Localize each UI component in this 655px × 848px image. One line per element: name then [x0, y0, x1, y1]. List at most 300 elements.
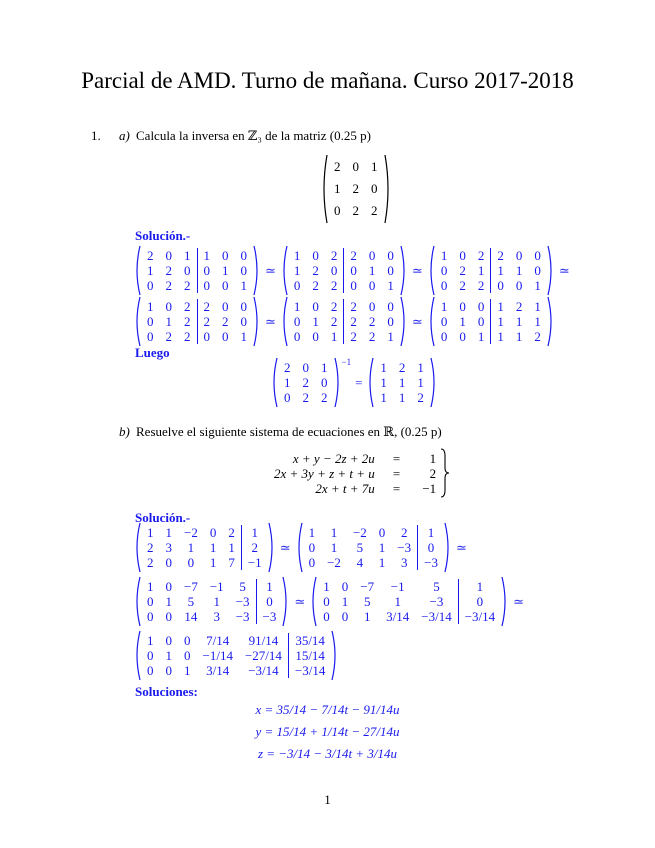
augmented-cell: 35/14	[288, 633, 331, 648]
matrix-cell: 2	[477, 278, 485, 293]
part-b-label: b)	[119, 424, 130, 439]
matrix-cell: 1	[378, 540, 386, 555]
matrix-cell: −1	[390, 579, 405, 594]
page-title: Parcial de AMD. Turno de mañana. Curso 2017-2018	[81, 68, 574, 93]
augmented-cell: 2	[368, 329, 376, 344]
augmented-cell: 0	[240, 263, 247, 278]
augmented-cell: 0	[387, 299, 394, 314]
matrix-cell: 0	[184, 648, 191, 663]
matrix-cell: 0	[459, 248, 466, 263]
matrix-cell: 1	[165, 525, 172, 540]
augmented-cell: 0	[222, 248, 229, 263]
augmented-cell: −3	[256, 609, 282, 624]
solution-x: x = 35/14 − 7/14t − 91/14u	[255, 702, 400, 717]
matrix-cell: 0	[330, 263, 338, 278]
matrix-cell: 2	[352, 181, 359, 196]
matrix-cell: 1	[380, 360, 387, 375]
matrix-cell: 2	[330, 314, 338, 329]
matrix-cell: 2	[147, 555, 154, 570]
matrix-cell: 0	[165, 633, 172, 648]
matrix-cell: 0	[378, 525, 386, 540]
augmented-matrix	[133, 296, 261, 347]
matrix-cell: 1	[323, 579, 330, 594]
matrix-cell: 0	[184, 263, 191, 278]
augmented-cell: 0	[240, 299, 247, 314]
augmented-cell: 0	[368, 299, 376, 314]
matrix-cell: 1	[459, 314, 466, 329]
matrix-cell: 2	[184, 278, 191, 293]
part-a-steps-row-1	[133, 245, 574, 296]
part-a-steps-row-2	[133, 296, 555, 347]
equation-rhs: 1	[429, 450, 437, 466]
matrix-cell: 0	[321, 375, 328, 390]
matrix-cell: 2	[312, 263, 319, 278]
matrix-cell: 1	[330, 525, 338, 540]
matrix-cell: 0	[352, 159, 359, 174]
augmented-cell: 1	[197, 248, 216, 263]
augmented-cell: 1	[387, 278, 394, 293]
augmented-cell: 0	[240, 248, 247, 263]
equivalence-symbol: ≃	[455, 539, 467, 555]
equivalence-symbol: ≃	[265, 262, 276, 278]
part-a-statement: Calcula la inversa en ℤ₃ de la matriz (0.25 p)	[136, 128, 371, 143]
augmented-cell: 0	[344, 263, 363, 278]
augmented-cell: 0	[387, 263, 394, 278]
equation-lhs: x + y − 2z + 2u	[292, 450, 375, 466]
augmented-cell: 2	[368, 314, 376, 329]
matrix-cell: −7	[184, 579, 198, 594]
matrix-cell: 1	[380, 390, 387, 405]
augmented-cell: 2	[222, 314, 229, 329]
matrix-cell: 14	[184, 609, 198, 624]
matrix-cell: 2	[334, 159, 341, 174]
matrix-cell: 2	[165, 278, 172, 293]
inverse-exponent: −1	[341, 357, 352, 367]
equation-lhs: 2x + 3y + z + t + u	[274, 465, 375, 481]
matrix-cell: 1	[147, 633, 154, 648]
matrix-cell: 1	[330, 329, 338, 344]
right-paren	[547, 296, 555, 347]
augmented-cell: 0	[344, 278, 363, 293]
augmented-cell: 1	[240, 278, 247, 293]
matrix-cell: 3/14	[386, 609, 410, 624]
matrix-cell: 0	[312, 248, 319, 263]
matrix-cell: 0	[341, 579, 349, 594]
right-paren	[400, 245, 408, 296]
augmented-matrix	[427, 296, 555, 347]
solution-z: z = −3/14 − 3/14t + 3/14u	[257, 746, 398, 761]
matrix-cell: 1	[394, 594, 401, 609]
matrix-cell: 0	[293, 314, 301, 329]
matrix-cell: 0	[165, 555, 172, 570]
matrix-cell: 1	[330, 540, 338, 555]
matrix-cell: 2	[417, 390, 424, 405]
matrix-cell: 0	[293, 278, 301, 293]
matrix-cell: 1	[417, 375, 424, 390]
matrix-cell: 1	[477, 329, 485, 344]
matrix-cell: 2	[398, 360, 406, 375]
augmented-matrix	[309, 576, 509, 627]
matrix-cell: 91/14	[248, 633, 279, 648]
part-b-steps-row-2	[133, 576, 528, 627]
solutions-block	[0, 702, 655, 768]
augmented-cell: 0	[222, 329, 229, 344]
matrix-cell: 0	[147, 648, 154, 663]
augmented-cell: 0	[368, 278, 376, 293]
matrix-cell: 0	[165, 248, 172, 263]
matrix-cell: 0	[477, 299, 485, 314]
inverse-equation	[270, 357, 438, 408]
augmented-cell: 2	[344, 329, 363, 344]
matrix-cell: 0	[308, 555, 316, 570]
matrix-cell: 2	[477, 248, 485, 263]
then-label: Luego	[135, 345, 170, 360]
equivalence-symbol: ≃	[279, 539, 291, 555]
matrix-cell: −3	[397, 540, 412, 555]
augmented-cell: 1	[458, 579, 501, 594]
augmented-cell: 2	[344, 248, 363, 263]
left-paren	[133, 522, 141, 573]
left-paren	[270, 357, 278, 408]
augmented-cell: 0	[368, 248, 376, 263]
matrix-cell: 1	[293, 299, 301, 314]
augmented-matrix	[295, 522, 452, 573]
matrix-cell: 5	[356, 540, 364, 555]
matrix-cell: −1	[209, 579, 224, 594]
augmented-cell: 0	[197, 263, 216, 278]
matrix-cell: 0	[312, 329, 319, 344]
equation-lhs: 2x + t + 7u	[315, 480, 375, 496]
right-paren	[282, 576, 290, 627]
equation-eq: =	[392, 480, 401, 496]
matrix-cell: 1	[363, 609, 371, 624]
augmented-matrix	[133, 245, 261, 296]
matrix-cell: 0	[147, 663, 154, 678]
matrix-cell: 2	[400, 525, 408, 540]
given-matrix	[320, 154, 392, 224]
augmented-cell: 2	[344, 314, 363, 329]
left-paren	[427, 245, 435, 296]
augmented-cell: 1	[256, 579, 282, 594]
matrix-cell: 7/14	[206, 633, 230, 648]
augmented-cell: 1	[491, 299, 510, 314]
augmented-cell: 0	[515, 248, 523, 263]
matrix-cell: 1	[398, 375, 406, 390]
augmented-cell: −3/14	[288, 663, 331, 678]
reduced-matrix	[133, 630, 339, 681]
matrix-cell: 2	[184, 314, 191, 329]
matrix-cell: 2	[352, 203, 359, 218]
item-number: 1.	[91, 128, 101, 143]
left-paren	[133, 630, 141, 681]
right-paren	[400, 296, 408, 347]
matrix-cell: 0	[147, 314, 154, 329]
matrix-cell: 1	[213, 594, 221, 609]
right-paren	[331, 630, 339, 681]
augmented-cell: 1	[515, 314, 523, 329]
augmented-cell: 0	[458, 594, 501, 609]
matrix-cell: 1	[312, 314, 319, 329]
left-paren	[309, 576, 317, 627]
equivalence-symbol: ≃	[513, 593, 525, 609]
part-b-statement: Resuelve el siguiente sistema de ecuaciones en ℝ, (0.25 p)	[136, 424, 442, 439]
matrix-cell: 1	[147, 299, 154, 314]
augmented-cell: 1	[534, 299, 541, 314]
matrix-cell: 2	[165, 329, 172, 344]
matrix-cell: 2	[330, 299, 338, 314]
equivalence-symbol: ≃	[411, 313, 423, 329]
right-paren	[547, 245, 555, 296]
augmented-matrix	[280, 245, 408, 296]
matrix-cell: 1	[341, 594, 349, 609]
augmented-cell: 2	[515, 299, 523, 314]
augmented-cell: 0	[387, 248, 394, 263]
part-b-solution-label: Solución.-	[135, 510, 191, 525]
matrix-cell: 1	[184, 248, 191, 263]
augmented-cell: 15/14	[288, 648, 331, 663]
part-b-steps-row-1	[133, 522, 471, 573]
matrix-cell: 0	[165, 663, 172, 678]
augmented-cell: 1	[368, 263, 376, 278]
augmented-cell: 0	[256, 594, 282, 609]
matrix-cell: 0	[293, 329, 301, 344]
matrix-cell: 1	[209, 540, 217, 555]
matrix-cell: 3	[400, 555, 408, 570]
augmented-cell: 0	[491, 278, 510, 293]
matrix-cell: 2	[302, 390, 309, 405]
right-paren	[253, 245, 261, 296]
right-paren	[334, 357, 342, 408]
augmented-cell: 1	[222, 263, 229, 278]
matrix-cell: 1	[147, 263, 154, 278]
matrix-cell: 1	[321, 360, 328, 375]
matrix-cell: −1/14	[202, 648, 233, 663]
augmented-cell: 1	[534, 314, 541, 329]
equation-rhs: 2	[429, 465, 437, 481]
right-paren	[501, 576, 509, 627]
augmented-matrix	[133, 576, 290, 627]
augmented-cell: 0	[515, 278, 523, 293]
matrix-cell: −3/14	[421, 609, 452, 624]
matrix-cell: 1	[147, 525, 154, 540]
matrix-cell: 1	[284, 375, 291, 390]
matrix-cell: 1	[308, 525, 316, 540]
matrix-cell: 0	[147, 329, 154, 344]
augmented-cell: 0	[197, 278, 216, 293]
augmented-cell: 1	[241, 525, 267, 540]
matrix-cell: 2	[371, 203, 378, 218]
matrix-cell: 1	[380, 375, 387, 390]
matrix-cell: 0	[184, 633, 191, 648]
matrix-cell: 1	[184, 663, 191, 678]
left-paren	[133, 296, 141, 347]
matrix-cell: 5	[433, 579, 440, 594]
equation-eq: =	[392, 450, 401, 466]
matrix-cell: 1	[477, 263, 485, 278]
matrix-cell: 1	[165, 594, 172, 609]
matrix-cell: 2	[165, 263, 172, 278]
augmented-cell: 1	[515, 263, 523, 278]
matrix-cell: 5	[187, 594, 195, 609]
part-a-label: a)	[119, 128, 130, 143]
augmented-cell: 2	[534, 329, 541, 344]
matrix-cell: 2	[147, 540, 154, 555]
matrix-cell: −2	[184, 525, 198, 540]
matrix-cell: 0	[312, 299, 319, 314]
matrix-cell: 0	[440, 278, 448, 293]
equation-eq: =	[392, 465, 401, 481]
left-paren	[366, 357, 374, 408]
right-brace	[440, 448, 450, 498]
matrix-cell: 2	[459, 263, 466, 278]
augmented-cell: 0	[197, 329, 216, 344]
augmented-matrix	[133, 522, 276, 573]
matrix-cell: 0	[459, 299, 466, 314]
matrix-cell: 2	[184, 299, 191, 314]
matrix-cell: 1	[293, 248, 301, 263]
matrix-cell: 0	[459, 329, 466, 344]
matrix-to-invert	[270, 357, 342, 408]
matrix-cell: 0	[165, 299, 172, 314]
left-paren	[280, 296, 288, 347]
augmented-cell: 1	[491, 329, 510, 344]
matrix-cell: 1	[440, 248, 448, 263]
equation-rhs: −1	[422, 480, 437, 496]
matrix-cell: 0	[209, 525, 217, 540]
matrix-cell: 0	[308, 540, 316, 555]
augmented-matrix	[280, 296, 408, 347]
matrix-cell: 0	[323, 609, 330, 624]
right-paren	[444, 522, 452, 573]
matrix-cell: 7	[228, 555, 235, 570]
matrix-cell: 2	[184, 329, 191, 344]
augmented-cell: 0	[240, 314, 247, 329]
augmented-cell: 2	[197, 299, 216, 314]
matrix-cell: 0	[284, 390, 291, 405]
equivalence-symbol: ≃	[265, 313, 276, 329]
equivalence-symbol: ≃	[294, 593, 306, 609]
matrix-cell: 2	[459, 278, 466, 293]
matrix-cell: 2	[302, 375, 309, 390]
augmented-cell: 1	[515, 329, 523, 344]
solution-y: y = 15/14 + 1/14t − 27/14u	[255, 724, 400, 739]
augmented-cell: 1	[418, 525, 444, 540]
augmented-cell: −3/14	[458, 609, 501, 624]
matrix-cell: 5	[363, 594, 371, 609]
augmented-cell: 0	[222, 278, 229, 293]
matrix-cell: 2	[330, 248, 338, 263]
right-paren	[268, 522, 276, 573]
matrix-cell: 0	[341, 609, 349, 624]
matrix-cell: −3/14	[248, 663, 279, 678]
augmented-cell: 0	[534, 263, 541, 278]
matrix-cell: 0	[323, 594, 330, 609]
equivalence-symbol: ≃	[558, 262, 570, 278]
matrix-cell: 1	[147, 579, 154, 594]
left-paren	[133, 576, 141, 627]
augmented-cell: 0	[534, 248, 541, 263]
matrix-cell: 2	[330, 278, 338, 293]
augmented-cell: 0	[222, 299, 229, 314]
equation-system	[270, 448, 450, 498]
matrix-cell: 3	[213, 609, 221, 624]
matrix-cell: 1	[378, 555, 386, 570]
augmented-cell: 2	[197, 314, 216, 329]
matrix-cell: 5	[239, 579, 246, 594]
augmented-cell: 1	[387, 329, 394, 344]
left-paren	[295, 522, 303, 573]
matrix-cell: 4	[356, 555, 364, 570]
augmented-cell: −3	[418, 555, 444, 570]
augmented-cell: 1	[491, 314, 510, 329]
right-paren	[384, 154, 392, 224]
matrix-cell: 1	[228, 540, 235, 555]
augmented-cell: 1	[534, 278, 541, 293]
matrix-cell: 2	[284, 360, 291, 375]
part-b-steps-row-3	[133, 630, 339, 681]
part-a-solution-label: Solución.-	[135, 228, 191, 243]
matrix-cell: 0	[165, 609, 172, 624]
equals-symbol: =	[355, 374, 363, 390]
matrix-cell: 3	[165, 540, 172, 555]
right-paren	[253, 296, 261, 347]
augmented-cell: −1	[241, 555, 267, 570]
left-paren	[280, 245, 288, 296]
augmented-cell: 0	[387, 314, 394, 329]
augmented-cell: 2	[344, 299, 363, 314]
matrix-cell: 0	[440, 314, 448, 329]
matrix-cell: −7	[360, 579, 375, 594]
matrix-cell: 2	[321, 390, 328, 405]
matrix-cell: 1	[334, 181, 341, 196]
solutions-label: Soluciones:	[135, 684, 198, 699]
page-number: 1	[324, 792, 331, 807]
matrix-cell: 1	[371, 159, 378, 174]
matrix-cell: 2	[312, 278, 319, 293]
matrix-cell: 1	[209, 555, 217, 570]
right-paren	[430, 357, 438, 408]
matrix-cell: 0	[371, 181, 378, 196]
augmented-cell: 0	[418, 540, 444, 555]
left-paren	[320, 154, 328, 224]
matrix-cell: 1	[187, 540, 195, 555]
matrix-cell: 0	[165, 579, 172, 594]
matrix-cell: 1	[293, 263, 301, 278]
matrix-cell: 1	[417, 360, 424, 375]
matrix-cell: 1	[165, 648, 172, 663]
augmented-matrix	[427, 245, 555, 296]
matrix-cell: −3	[235, 594, 250, 609]
matrix-cell: 0	[147, 609, 154, 624]
augmented-cell: 1	[491, 263, 510, 278]
matrix-cell: −3	[429, 594, 444, 609]
matrix-cell: 1	[398, 390, 406, 405]
matrix-cell: −2	[327, 555, 341, 570]
inverse-matrix	[366, 357, 438, 408]
matrix-cell: 0	[147, 278, 154, 293]
augmented-cell: 2	[491, 248, 510, 263]
matrix-cell: 0	[147, 594, 154, 609]
matrix-cell: 0	[334, 203, 341, 218]
left-paren	[427, 296, 435, 347]
augmented-cell: 1	[240, 329, 247, 344]
matrix-cell: 0	[440, 329, 448, 344]
matrix-cell: 0	[440, 263, 448, 278]
matrix-cell: 0	[477, 314, 485, 329]
matrix-cell: 3/14	[206, 663, 230, 678]
augmented-cell: 2	[241, 540, 267, 555]
matrix-cell: −27/14	[244, 648, 282, 663]
